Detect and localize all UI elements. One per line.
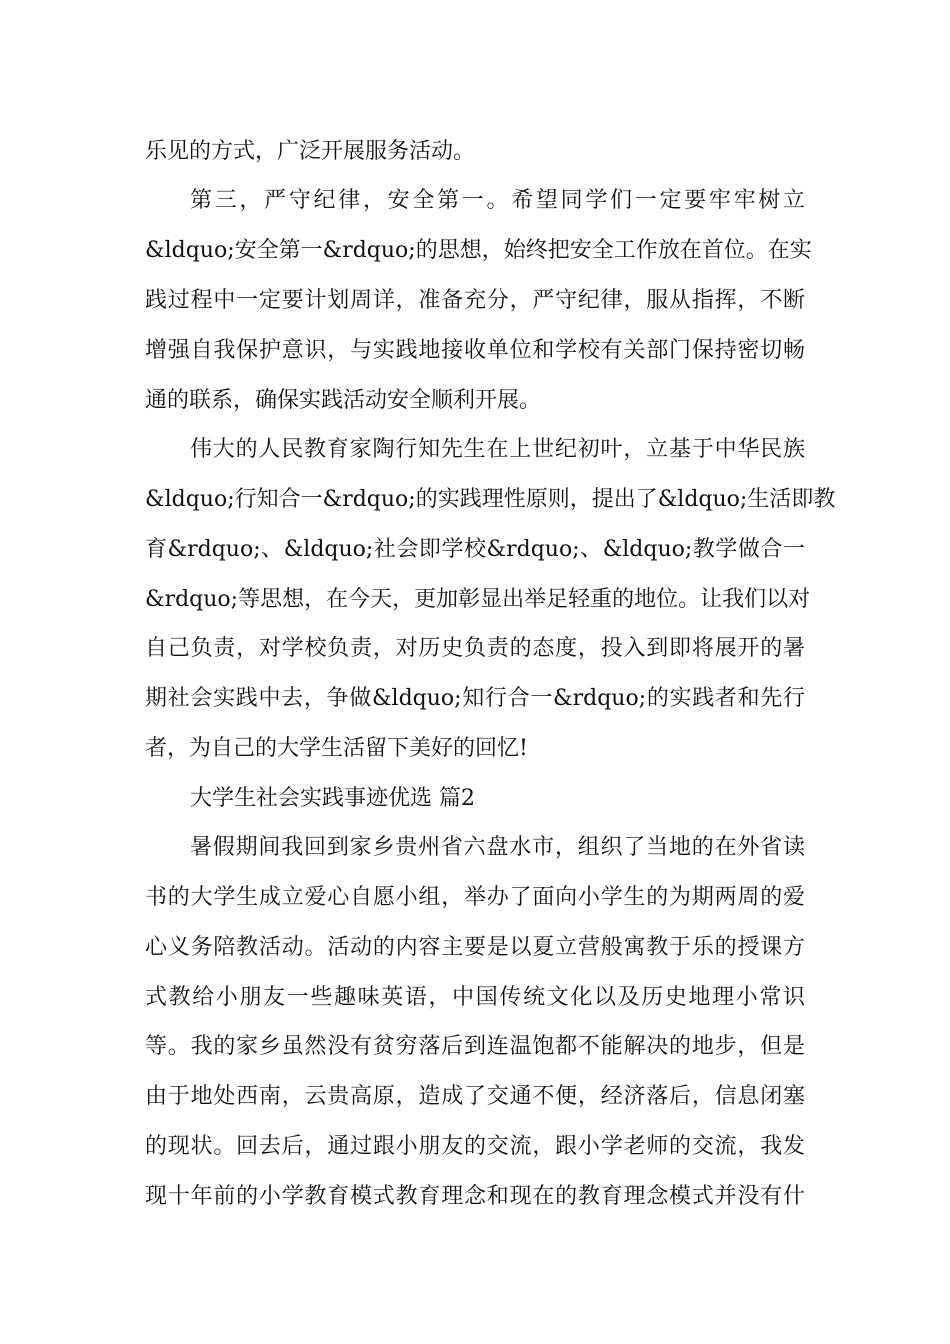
- text-line: 育&rdquo;、&ldquo;社会即学校&rdquo;、&ldquo;教学做合一: [145, 537, 805, 562]
- section-heading: 大学生社会实践事迹优选 篇2: [190, 786, 475, 811]
- text-line: 式教给小朋友一些趣味英语，中国传统文化以及历史地理小常识: [145, 985, 805, 1010]
- text-line: &ldquo;行知合一&rdquo;的实践理性原则，提出了&ldquo;生活即教: [145, 487, 836, 512]
- text-line: 心义务陪教活动。活动的内容主要是以夏立营般寓教于乐的授课方: [145, 935, 805, 960]
- text-line: 通的联系，确保实践活动安全顺利开展。: [145, 388, 542, 413]
- text-line: 乐见的方式，广泛开展服务活动。: [145, 139, 476, 164]
- text-line: 书的大学生成立爱心自愿小组，举办了面向小学生的为期两周的爱: [145, 885, 805, 910]
- text-line: 等。我的家乡虽然没有贫穷落后到连温饱都不能解决的地步，但是: [145, 1034, 805, 1059]
- text-line: 自己负责，对学校负责，对历史负责的态度，投入到即将展开的暑: [145, 636, 805, 661]
- text-line: &rdquo;等思想，在今天，更加彰显出举足轻重的地位。让我们以对: [145, 587, 811, 612]
- text-line: 者，为自己的大学生活留下美好的回忆!: [145, 736, 528, 761]
- text-line: 的现状。回去后，通过跟小朋友的交流，跟小学老师的交流，我发: [145, 1134, 805, 1159]
- text-line: 现十年前的小学教育模式教育理念和现在的教育理念模式并没有什: [145, 1184, 805, 1209]
- text-line: 增强自我保护意识，与实践地接收单位和学校有关部门保持密切畅: [145, 338, 805, 363]
- text-line: 伟大的人民教育家陶行知先生在上世纪初叶，立基于中华民族: [190, 437, 805, 462]
- text-line: 期社会实践中去，争做&ldquo;知行合一&rdquo;的实践者和先行: [145, 686, 805, 711]
- text-line: 暑假期间我回到家乡贵州省六盘水市，组织了当地的在外省读: [190, 835, 805, 860]
- text-line: 第三，严守纪律，安全第一。希望同学们一定要牢牢树立: [190, 188, 805, 213]
- text-line: 践过程中一定要计划周详，准备充分，严守纪律，服从指挥，不断: [145, 288, 805, 313]
- text-line: &ldquo;安全第一&rdquo;的思想，始终把安全工作放在首位。在实: [145, 238, 812, 263]
- text-line: 由于地处西南，云贵高原，造成了交通不便，经济落后，信息闭塞: [145, 1084, 805, 1109]
